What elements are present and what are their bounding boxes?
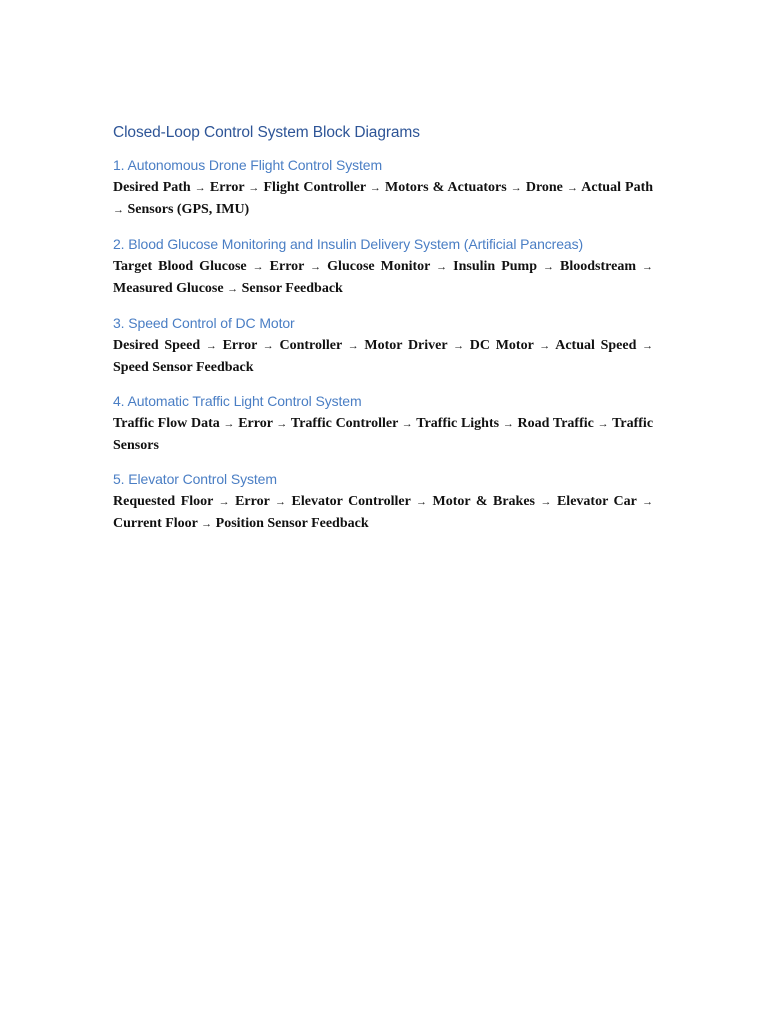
right-arrow-icon: → [642, 340, 654, 352]
flow-step: Insulin Pump [453, 259, 538, 274]
right-arrow-icon: → [218, 496, 230, 508]
right-arrow-icon: → [597, 418, 609, 430]
section-heading: 4. Automatic Traffic Light Control System [113, 393, 362, 409]
right-arrow-icon: → [401, 418, 413, 430]
flow-step: Sensors (GPS, IMU) [127, 202, 250, 217]
right-arrow-icon: → [540, 496, 552, 508]
flow-sequence [113, 491, 653, 535]
section-2 [113, 236, 653, 300]
flow-step: Current Floor [113, 516, 198, 531]
right-arrow-icon: → [510, 182, 522, 194]
right-arrow-icon: → [248, 182, 260, 194]
flow-step: Bloodstream [560, 259, 637, 274]
right-arrow-icon: → [262, 340, 274, 352]
flow-step: Error [269, 259, 305, 274]
right-arrow-icon: → [205, 340, 217, 352]
right-arrow-icon: → [369, 182, 381, 194]
flow-step: DC Motor [469, 338, 534, 353]
right-arrow-icon: → [502, 418, 514, 430]
flow-step: Error [222, 338, 258, 353]
flow-step: Desired Speed [113, 338, 201, 353]
right-arrow-icon: → [275, 496, 287, 508]
flow-step: Traffic Sensors [113, 416, 654, 453]
flow-step: Traffic Flow Data [113, 416, 220, 431]
flow-step: Motors & Actuators [384, 180, 507, 195]
flow-sequence [113, 413, 653, 456]
flow-step: Measured Glucose [113, 281, 224, 296]
right-arrow-icon: → [252, 261, 264, 273]
flow-step: Elevator Car [556, 494, 637, 509]
flow-step: Requested Floor [113, 494, 214, 509]
flow-step: Glucose Monitor [327, 259, 431, 274]
right-arrow-icon: → [642, 261, 654, 273]
flow-sequence [113, 335, 653, 378]
right-arrow-icon: → [227, 283, 239, 295]
section-heading: 2. Blood Glucose Monitoring and Insulin Delivery System (Artificial Pancreas) [113, 236, 584, 252]
section-1 [113, 157, 653, 221]
right-arrow-icon: → [416, 496, 428, 508]
right-arrow-icon: → [310, 261, 322, 273]
flow-step: Drone [525, 180, 563, 195]
section-heading: 5. Elevator Control System [113, 471, 277, 487]
flow-step: Error [209, 180, 245, 195]
flow-step: Motor Driver [364, 338, 448, 353]
flow-sequence [113, 256, 653, 300]
document-title: Closed-Loop Control System Block Diagrams [113, 124, 420, 141]
right-arrow-icon: → [453, 340, 465, 352]
flow-step: Sensor Feedback [241, 281, 343, 296]
flow-step: Position Sensor Feedback [215, 516, 369, 531]
right-arrow-icon: → [194, 182, 206, 194]
section-4 [113, 393, 653, 456]
flow-step: Flight Controller [263, 180, 366, 195]
section-list [113, 157, 653, 535]
document-content [113, 124, 653, 550]
flow-step: Motor & Brakes [432, 494, 535, 509]
right-arrow-icon: → [566, 182, 578, 194]
flow-sequence [113, 177, 653, 221]
flow-step: Actual Path [581, 180, 654, 195]
flow-step: Road Traffic [517, 416, 594, 431]
right-arrow-icon: → [276, 418, 288, 430]
right-arrow-icon: → [201, 518, 213, 530]
flow-step: Error [235, 494, 270, 509]
section-heading: 1. Autonomous Drone Flight Control System [113, 157, 383, 173]
right-arrow-icon: → [436, 261, 448, 273]
right-arrow-icon: → [223, 418, 235, 430]
right-arrow-icon: → [347, 340, 359, 352]
flow-step: Controller [279, 338, 342, 353]
section-3 [113, 315, 653, 378]
flow-step: Actual Speed [555, 338, 637, 353]
flow-step: Target Blood Glucose [113, 259, 247, 274]
flow-step: Speed Sensor Feedback [113, 360, 254, 375]
flow-step: Elevator Controller [291, 494, 411, 509]
section-5 [113, 471, 653, 535]
right-arrow-icon: → [543, 261, 555, 273]
flow-step: Traffic Controller [290, 416, 399, 431]
flow-step: Traffic Lights [416, 416, 500, 431]
flow-step: Desired Path [113, 180, 191, 195]
section-heading: 3. Speed Control of DC Motor [113, 315, 295, 331]
flow-step: Error [238, 416, 273, 431]
right-arrow-icon: → [113, 204, 124, 216]
right-arrow-icon: → [642, 496, 654, 508]
right-arrow-icon: → [539, 340, 551, 352]
